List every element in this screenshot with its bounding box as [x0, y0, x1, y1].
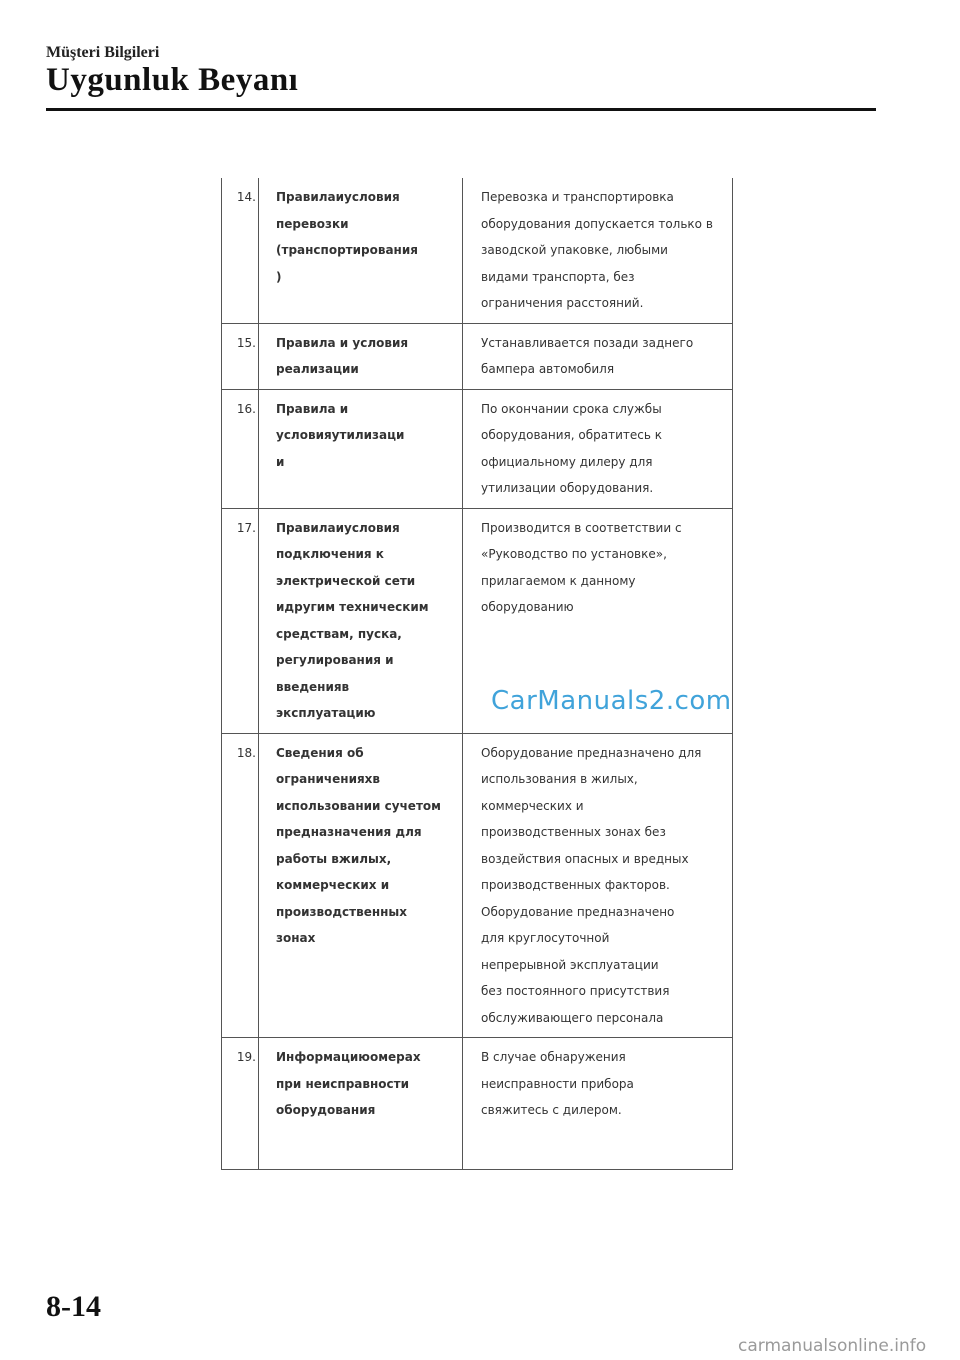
requirement-line: Информациюомерах [276, 1050, 421, 1064]
description-line: заводской упаковке, любыми [481, 243, 668, 257]
row-number: 14. [222, 178, 259, 323]
description-line: «Руководство по установке», [481, 547, 667, 561]
requirement-line: коммерческих и [276, 878, 390, 892]
requirement-line: предназначения для [276, 825, 422, 839]
requirement-line: и [276, 454, 285, 469]
declaration-table [221, 178, 733, 1170]
requirement-line: ограниченияхв [276, 772, 381, 786]
description-line: производственных факторов. [481, 878, 670, 892]
row-number: 18. [222, 733, 259, 1038]
description-line: коммерческих и [481, 798, 584, 813]
description-line: ограничения расстояний. [481, 296, 644, 310]
table-row [222, 1038, 733, 1170]
requirement-line: оборудования [276, 1103, 376, 1117]
description-line: Перевозка и транспортировка [481, 190, 674, 204]
requirement-line: Правилаиусловия [276, 190, 400, 204]
description-line: бампера автомобиля [481, 362, 615, 376]
description-line: обслуживающего персонала [481, 1010, 664, 1025]
description-line: оборудования допускается только в [481, 216, 713, 231]
requirement-line: реализации [276, 362, 359, 376]
requirement-line: электрической сети [276, 573, 416, 588]
row-number: 16. [222, 389, 259, 508]
requirement-line: эксплуатацию [276, 706, 376, 720]
requirement-line: условияутилизаци [276, 428, 405, 442]
table-row [222, 733, 733, 1038]
requirement-line: Сведения об [276, 745, 364, 760]
watermark-link[interactable]: CarManuals2.com [491, 686, 732, 716]
requirement-line: производственных [276, 904, 408, 919]
description-line: неисправности прибора [481, 1076, 634, 1091]
description-line: В случае обнаружения [481, 1050, 626, 1064]
row-requirement [259, 178, 463, 323]
description-line: для круглосуточной [481, 931, 610, 945]
requirement-line: зонах [276, 931, 316, 945]
row-description [463, 733, 733, 1038]
table-row [222, 178, 733, 323]
description-line: без постоянного присутствия [481, 984, 670, 998]
row-description [463, 389, 733, 508]
requirement-line: идругим техническим [276, 600, 429, 614]
row-requirement [259, 733, 463, 1038]
description-line: видами транспорта, без [481, 269, 635, 284]
description-line: непрерывной эксплуатации [481, 957, 659, 972]
description-line: использования в жилых, [481, 772, 638, 786]
section-label: Müşteri Bilgileri [46, 44, 160, 61]
row-requirement [259, 1038, 463, 1170]
footer-site-link[interactable]: carmanualsonline.info [738, 1336, 927, 1356]
requirement-line: регулирования и [276, 653, 394, 667]
requirement-line: ) [276, 269, 282, 284]
requirement-line: Правилаиусловия [276, 520, 400, 535]
requirement-line: введенияв [276, 679, 350, 694]
row-requirement [259, 508, 463, 733]
row-number: 17. [222, 508, 259, 733]
requirement-line: подключения к [276, 547, 384, 561]
description-line: Оборудование предназначено [481, 904, 675, 919]
requirement-line: Правила и условия [276, 335, 409, 350]
row-number: 15. [222, 323, 259, 389]
requirement-line: использовании сучетом [276, 798, 441, 813]
title-divider [46, 108, 876, 111]
requirement-line: (транспортирования [276, 243, 418, 257]
description-line: Производится в соответствии с [481, 520, 682, 535]
table-row [222, 389, 733, 508]
description-line: производственных зонах без [481, 825, 666, 839]
table-row [222, 323, 733, 389]
row-description [463, 178, 733, 323]
description-line: Оборудование предназначено для [481, 745, 702, 760]
description-line: По окончании срока службы [481, 401, 662, 416]
row-requirement [259, 323, 463, 389]
requirement-line: Правила и [276, 401, 349, 416]
row-description [463, 1038, 733, 1170]
requirement-line: работы вжилых, [276, 851, 392, 866]
description-line: оборудованию [481, 600, 574, 614]
description-line: воздействия опасных и вредных [481, 851, 689, 866]
row-description [463, 323, 733, 389]
row-number: 19. [222, 1038, 259, 1170]
description-line: прилагаемом к данному [481, 573, 636, 588]
requirement-line: при неисправности [276, 1076, 410, 1091]
row-requirement [259, 389, 463, 508]
description-line: официальному дилеру для [481, 454, 653, 469]
description-line: свяжитесь с дилером. [481, 1103, 622, 1117]
description-line: утилизации оборудования. [481, 481, 654, 495]
page-title: Uygunluk Beyanı [46, 62, 299, 98]
description-line: оборудования, обратитесь к [481, 428, 662, 442]
description-line: Устанавливается позади заднего [481, 335, 694, 350]
requirement-line: средствам, пуска, [276, 626, 402, 641]
page-number: 8-14 [46, 1290, 101, 1323]
requirement-line: перевозки [276, 216, 349, 231]
